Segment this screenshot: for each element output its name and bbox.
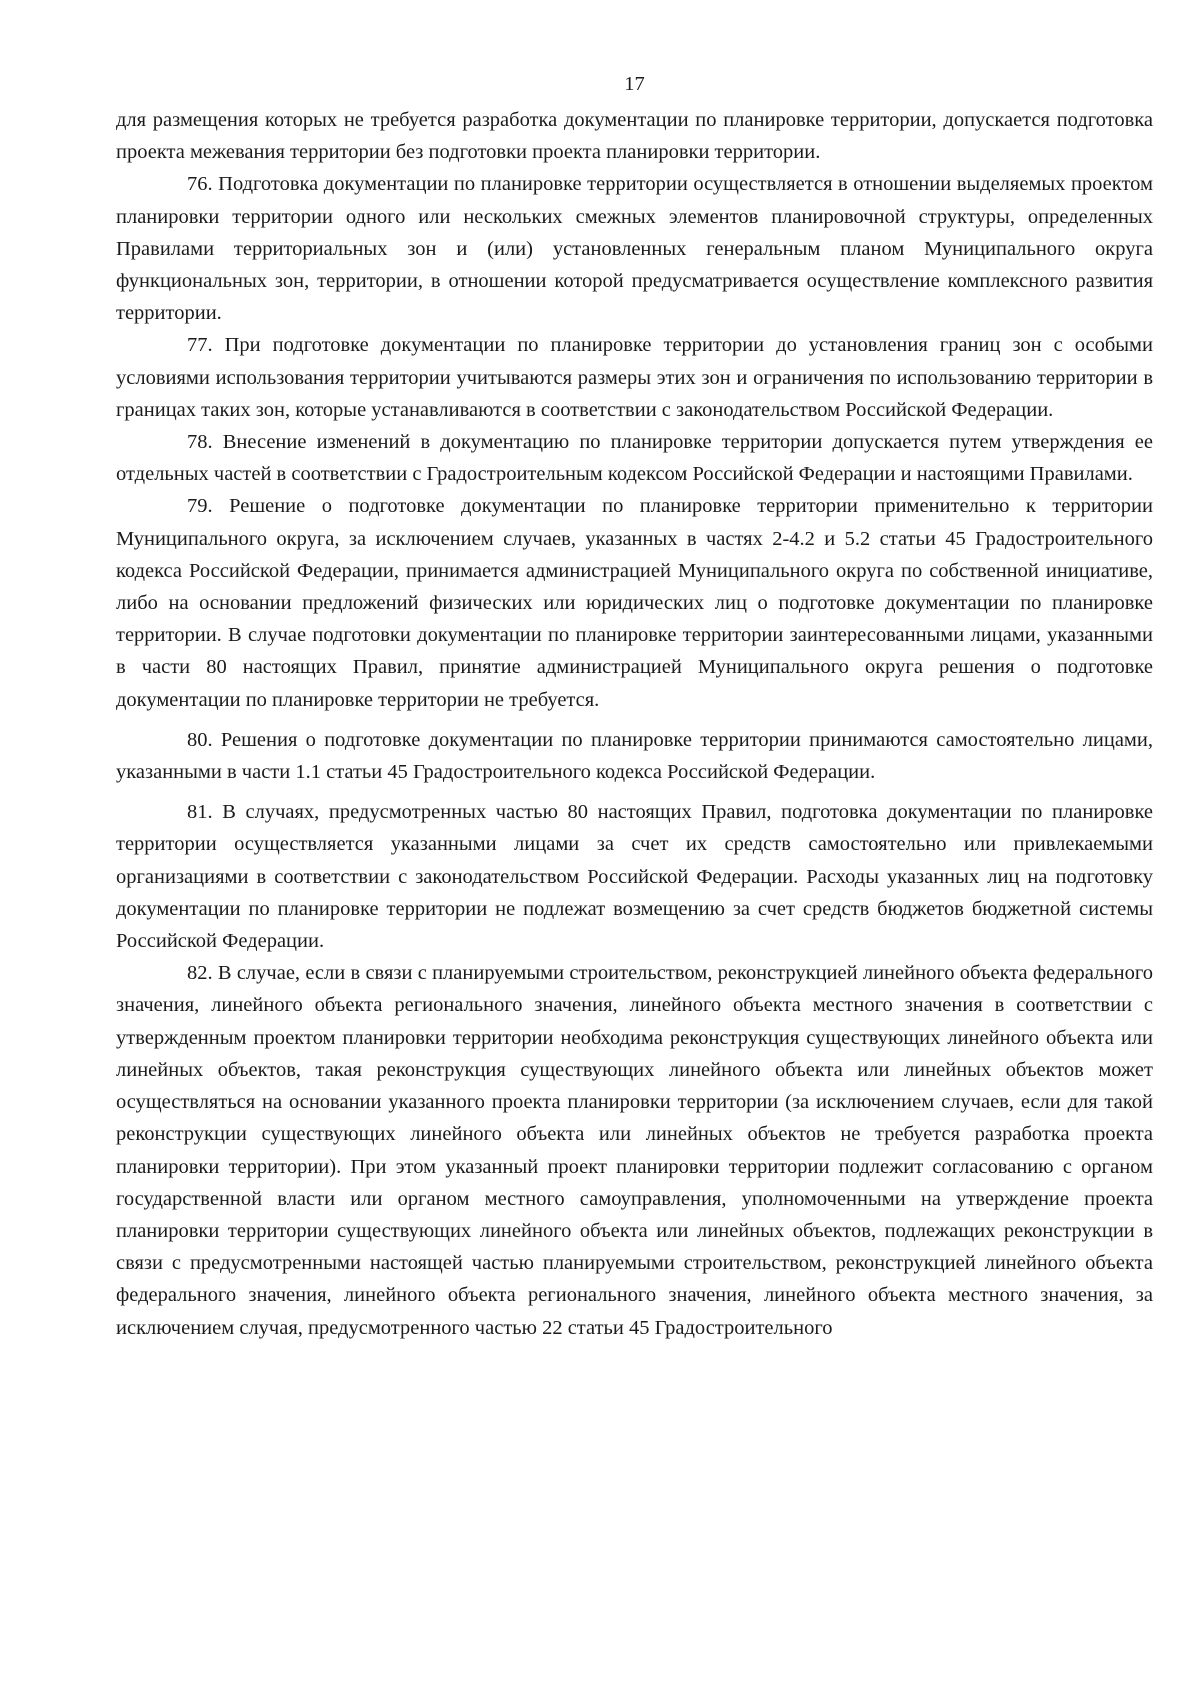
paragraph-78: 78. Внесение изменений в документацию по планировке территории допускается путем утверждения ее отдельных частей в соответствии с Градостроительным кодексом Российской Федерации и настоящими Правилами. (116, 431, 1153, 486)
paragraph-81: 81. В случаях, предусмотренных частью 80 настоящих Правил, подготовка документации по планировке территории осуществляется указанными лицами за счет их средств самостоятельно или привлекаемыми организациями в соответствии с законодательством Российской Федерации. Расходы указанных лиц на подготовку документации по планировке территории не подлежат возмещению за счет средств бюджетов бюджетной системы Российской Федерации. (116, 801, 1153, 953)
paragraph-76: 76. Подготовка документации по планировке территории осуществляется в отношении выделяемых проектом планировки территории одного или нескольких смежных элементов планировочной структуры, определенных Правилами территориальных зон и (или) установленных генеральным планом Муниципального округа функциональных зон, территории, в отношении которой предусматривается осуществление комплексного развития территории. (116, 173, 1153, 325)
paragraph-80: 80. Решения о подготовке документации по планировке территории принимаются самостоятельно лицами, указанными в части 1.1 статьи 45 Градостроительного кодекса Российской Федерации. (116, 728, 1153, 784)
paragraph-82: 82. В случае, если в связи с планируемыми строительством, реконструкцией линейного объекта федерального значения, линейного объекта регионального значения, линейного объекта местного значения в соответствии с утвержденным проектом планировки территории необходима реконструкция существующих линейного объекта или линейных объектов, такая реконструкция существующих линейного объекта или линейных объектов может осуществляться на основании указанного проекта планировки территории (за исключением случаев, если для такой реконструкции существующих линейного объекта или линейных объектов не требуется разработка проекта планировки территории). При этом указанный проект планировки территории подлежит согласованию с органом государственной власти или органом местного самоуправления, уполномоченными на утверждение проекта планировки территории существующих линейного объекта или линейных объектов, подлежащих реконструкции в связи с предусмотренными настоящей частью планируемыми строительством, реконструкцией линейного объекта федерального значения, линейного объекта регионального значения, линейного объекта местного значения, за исключением случая, предусмотренного частью 22 статьи 45 Градостроительного (116, 962, 1153, 1339)
paragraph-77: 77. При подготовке документации по планировке территории до установления границ зон с особыми условиями использования территории учитываются размеры этих зон и ограничения по использованию территории в границах таких зон, которые устанавливаются в соответствии с законодательством Российской Федерации. (116, 334, 1153, 421)
paragraph-continuation: для размещения которых не требуется разработка документации по планировке территории, допускается подготовка проекта межевания территории без подготовки проекта планировки территории. (116, 109, 1153, 164)
document-page (116, 68, 1153, 1344)
paragraph-79: 79. Решение о подготовке документации по планировке территории применительно к территории Муниципального округа, за исключением случаев, указанных в частях 2-4.2 и 5.2 статьи 45 Градостроительного кодекса Российской Федерации, принимается администрацией Муниципального округа по собственной инициативе, либо на основании предложений физических или юридических лиц о подготовке документации по планировке территории. В случае подготовки документации по планировке территории заинтересованными лицами, указанными в части 80 настоящих Правил, принятие администрацией Муниципального округа решения о подготовке документации по планировке территории не требуется. (116, 495, 1153, 711)
page-number: 17 (624, 73, 645, 95)
